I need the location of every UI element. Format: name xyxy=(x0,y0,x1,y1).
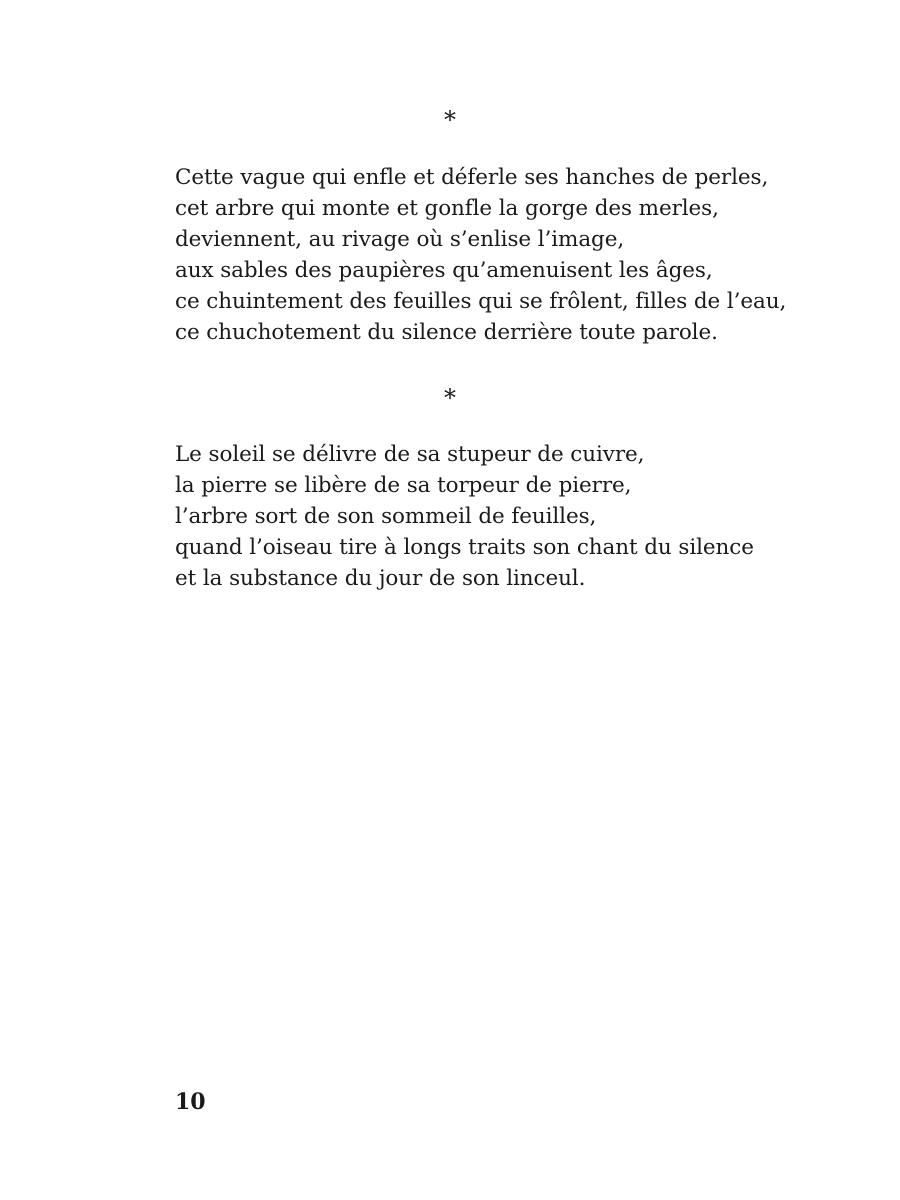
verse-line: ce chuchotement du silence derrière toute parole. xyxy=(175,320,718,345)
page-number: 10 xyxy=(175,1089,206,1115)
verse-line: cet arbre qui monte et gonfle la gorge des merles, xyxy=(175,196,719,221)
verse-line: Le soleil se délivre de sa stupeur de cuivre, xyxy=(175,442,645,467)
verse-line: aux sables des paupières qu’amenuisent les âges, xyxy=(175,258,713,283)
verse-line: quand l’oiseau tire à longs traits son chant du silence xyxy=(175,535,754,560)
verse-line: deviennent, au rivage où s’enlise l’image, xyxy=(175,227,625,252)
verse-line: et la substance du jour de son linceul. xyxy=(175,566,586,591)
stanza-separator: * xyxy=(444,384,456,412)
verse-line: ce chuintement des feuilles qui se frôlent, filles de l’eau, xyxy=(175,289,787,314)
stanza xyxy=(175,439,815,594)
verse-line: l’arbre sort de son sommeil de feuilles, xyxy=(175,504,597,529)
stanza-separator: * xyxy=(444,106,456,134)
verse-line: la pierre se libère de sa torpeur de pierre, xyxy=(175,473,632,498)
verse-line: Cette vague qui enfle et déferle ses hanches de perles, xyxy=(175,165,769,190)
stanza xyxy=(175,162,815,348)
